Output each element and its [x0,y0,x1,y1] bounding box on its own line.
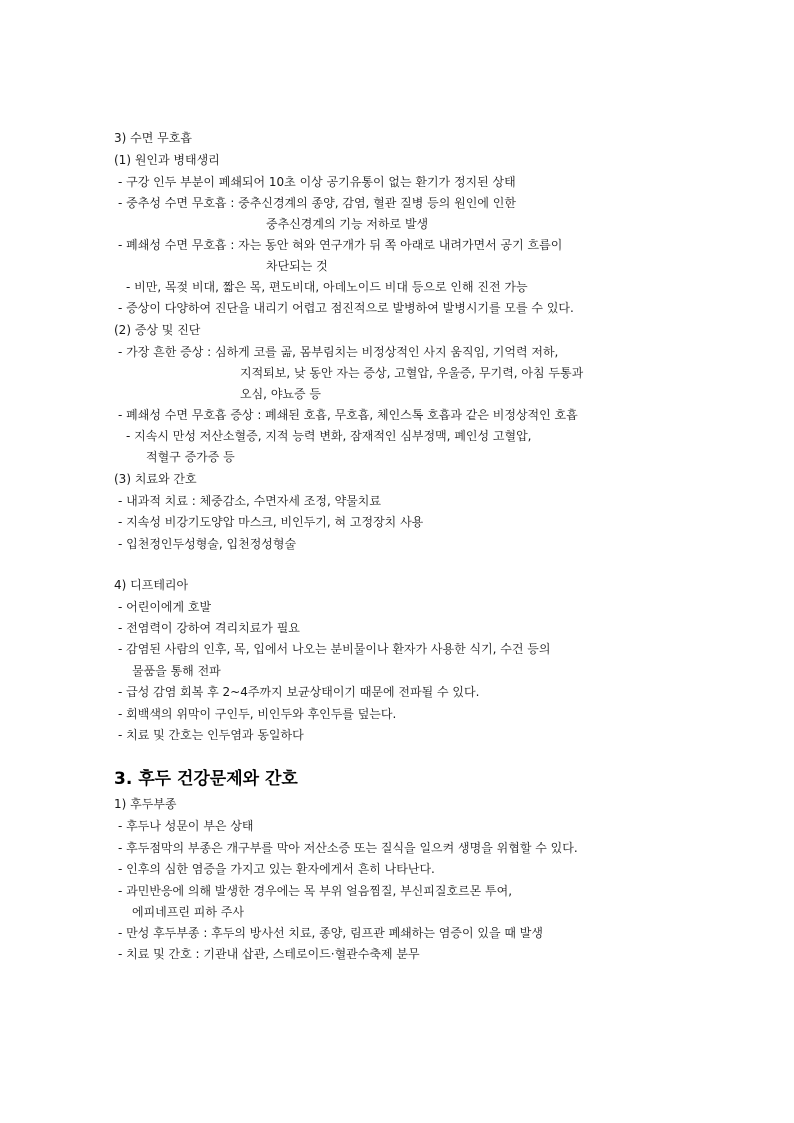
text-line: - 전염력이 강하여 격리치료가 필요 [118,621,300,635]
text-line: 적혈구 증가증 등 [146,450,235,464]
text-line: 중추신경계의 기능 저하로 발생 [266,217,429,231]
text-line: 에피네프린 피하 주사 [132,905,244,919]
text-line: - 폐쇄성 수면 무호흡 : 자는 동안 혀와 연구개가 뒤 쪽 아래로 내려가면서 공기 흐름이 [118,238,563,252]
text-line: - 후두점막의 부종은 개구부를 막아 저산소증 또는 질식을 일으켜 생명을 위협할 수 있다. [118,841,578,855]
subheading-treatment: (3) 치료와 간호 [114,472,197,486]
text-line: - 지속시 만성 저산소혈증, 지적 능력 변화, 잠재적인 심부정맥, 폐인성 고혈압, [126,429,532,443]
chapter-title: 3. 후두 건강문제와 간호 [114,769,298,789]
text-line: 오심, 야뇨증 등 [240,387,321,401]
text-line: - 입천정인두성형술, 입천정성형술 [118,537,297,551]
text-line: - 인후의 심한 염증을 가지고 있는 환자에게서 흔히 나타난다. [118,862,435,876]
text-line: 물품을 통해 전파 [132,664,221,678]
section-heading-laryngeal-edema: 1) 후두부종 [114,797,177,811]
text-line: - 치료 및 간호 : 기관내 삽관, 스테로이드·혈관수축제 분무 [118,947,420,961]
text-line: - 증상이 다양하여 진단을 내리기 어렵고 점진적으로 발병하여 발병시기를 모를 수 있다. [118,301,574,315]
text-line: - 만성 후두부종 : 후두의 방사선 치료, 종양, 림프관 폐쇄하는 염증이 있을 때 발생 [118,926,543,940]
section-heading-sleep-apnea: 3) 수면 무호흡 [114,131,192,145]
text-line: - 지속성 비강기도양압 마스크, 비인두기, 혀 고정장치 사용 [118,515,424,529]
text-line: - 중추성 수면 무호흡 : 중추신경계의 종양, 감염, 혈관 질병 등의 원인에 인한 [118,196,516,210]
text-line: - 후두나 성문이 부은 상태 [118,819,254,833]
text-line: - 회백색의 위막이 구인두, 비인두와 후인두를 덮는다. [118,707,397,721]
text-line: - 어린이에게 호발 [118,600,212,614]
text-line: 지적퇴보, 낮 동안 자는 증상, 고혈압, 우울증, 무기력, 아침 두통과 [240,366,584,380]
text-line: - 가장 흔한 증상 : 심하게 코를 곪, 몸부림치는 비정상적인 사지 움직임, 기억력 저하, [118,345,559,359]
text-line: - 내과적 치료 : 체중감소, 수면자세 조정, 약물치료 [118,494,381,508]
text-line: - 비만, 목젖 비대, 짧은 목, 편도비대, 아데노이드 비대 등으로 인해 진전 가능 [126,280,528,294]
text-line: - 구강 인두 부분이 폐쇄되어 10초 이상 공기유통이 없는 환기가 정지된 상태 [118,175,516,189]
text-line: - 급성 감염 회복 후 2~4주까지 보균상태이기 때문에 전파될 수 있다. [118,685,480,699]
text-line: - 치료 및 간호는 인두염과 동일하다 [118,728,304,742]
section-heading-diphtheria: 4) 디프테리아 [114,578,189,592]
text-line: - 폐쇄성 수면 무호흡 증상 : 폐쇄된 호흡, 무호흡, 체인스톡 호흡과 같은 비정상적인 호흡 [118,408,578,422]
subheading-symptoms: (2) 증상 및 진단 [114,323,201,337]
text-line: - 과민반응에 의해 발생한 경우에는 목 부위 얼음찜질, 부신피질호르몬 투여, [118,884,513,898]
subheading-cause: (1) 원인과 병태생리 [114,153,220,167]
text-line: 차단되는 것 [266,259,328,273]
text-line: - 감염된 사람의 인후, 목, 입에서 나오는 분비물이나 환자가 사용한 식기, 수건 등의 [118,642,551,656]
